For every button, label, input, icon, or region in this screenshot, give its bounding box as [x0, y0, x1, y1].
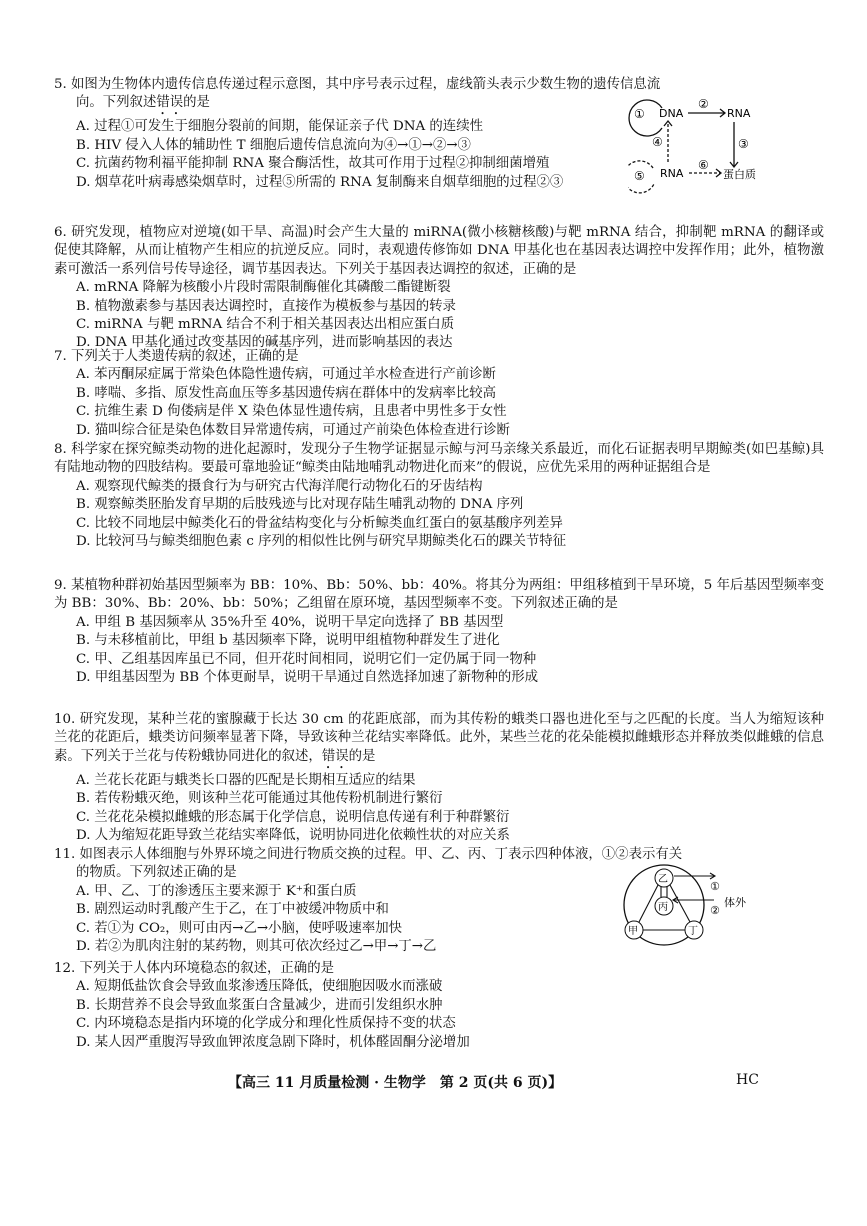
label-process-6: ⑥ [698, 158, 709, 172]
label-process-4: ④ [652, 135, 663, 149]
question-10 [54, 711, 824, 845]
question-8-stem: 8. 科学家在探究鲸类动物的进化起源时，发现分子生物学证据显示鲸与河马亲缘关系最近，而化石证据表明早期鲸类(如巴基鲸)具有陆地动物的四肢结构。要最可靠地验证“鲸类由陆地哺乳动物进化而来”的假说，应优先采用的两种证据组合是 [54, 442, 824, 476]
question-11-option-c: C. 若①为 CO₂，则可由丙→乙→小脑，使呼吸速率加快 [76, 920, 402, 936]
label-rna-bottom: RNA [660, 167, 684, 180]
question-9 [54, 577, 824, 687]
genetic-info-flow-diagram [628, 96, 768, 196]
question-6-stem: 6. 研究发现，植物应对逆境(如干旱、高温)时会产生大量的 miRNA(微小核糖核酸)与靶 mRNA 结合，抑制靶 mRNA 的翻译或促使其降解，从而让植物产生相应的抗逆反应。同时，表观遗传修饰如 DNA 甲基化也在基因表达调控中发挥作用；此外，植物激素可激活一系列信号传导途径，调节基因表达。下列关于基因表达调控的叙述，正确的是 [54, 225, 824, 277]
question-12-option-a: A. 短期低盐饮食会导致血浆渗透压降低，使细胞因吸水而涨破 [76, 979, 443, 995]
question-12-option-d: D. 某人因严重腹泻导致血钾浓度急剧下降时，机体醛固酮分泌增加 [76, 1034, 470, 1050]
question-5-option-b: B. HIV 侵入人体的辅助性 T 细胞后遗传信息流向为④→①→②→③ [76, 137, 471, 153]
question-10-option-c: C. 兰花花朵模拟雌蛾的形态属于化学信息，说明信息传递有利于种群繁衍 [76, 809, 510, 825]
question-10-stem-end: 的是 [348, 748, 376, 764]
question-9-option-c: C. 甲、乙组基因库虽已不同，但开花时间相同，说明它们一定仍属于同一物种 [76, 651, 537, 667]
footer-code: HC [736, 1072, 759, 1088]
label-process-1: ① [634, 107, 645, 121]
question-5-option-c: C. 抗菌药物利福平能抑制 RNA 聚合酶活性，故其可作用于过程②抑制细菌增殖 [76, 156, 550, 172]
label-yi: 乙 [658, 874, 668, 885]
question-11-stem-line1: 11. 如图表示人体细胞与外界环境之间进行物质交换的过程。甲、乙、丙、丁表示四种体液，①②表示有关 [54, 847, 683, 862]
question-6-option-b: B. 植物激素参与基因表达调控时，直接作为模板参与基因的转录 [76, 298, 456, 314]
question-8-option-c: C. 比较不同地层中鲸类化石的骨盆结构变化与分析鲸类血红蛋白的氨基酸序列差异 [76, 515, 563, 531]
question-11-option-d: D. 若②为肌肉注射的某药物，则其可依次经过乙→甲→丁→乙 [76, 939, 437, 955]
question-8-option-a: A. 观察现代鲸类的摄食行为与研究古代海洋爬行动物化石的牙齿结构 [76, 478, 483, 494]
label-protein: 蛋白质 [723, 168, 756, 181]
label-process-5: ⑤ [634, 169, 645, 183]
question-9-option-b: B. 与未移植前比，甲组 b 基因频率下降，说明甲组植物种群发生了进化 [76, 633, 500, 649]
question-8-option-d: D. 比较河马与鲸类细胞色素 c 序列的相似性比例与研究早期鲸类化石的踝关节特征 [76, 534, 567, 550]
question-12 [54, 960, 824, 1052]
question-7-option-b: B. 哮喘、多指、原发性高血压等多基因遗传病在群体中的发病率比较高 [76, 385, 497, 401]
label-process-2: ② [698, 97, 709, 111]
label-rna-top: RNA [727, 107, 751, 120]
question-7-stem: 7. 下列关于人类遗传病的叙述，正确的是 [54, 349, 299, 364]
question-10-stem-part: 10. 研究发现，某种兰花的蜜腺藏于长达 30 cm 的花距底部，而为其传粉的蛾类口器也进化至与之匹配的长度。当人为缩短该种兰花的花距后，蛾类访问频率显著下降，导致该种兰花结实率降低。此外，某些兰花的花朵能模拟雌蛾形态并释放类似雌蛾的信息素。下列关于兰花与传粉蛾协同进化的叙述， [54, 712, 824, 764]
question-5-option-d: D. 烟草花叶病毒感染烟草时，过程⑤所需的 RNA 复制酶来自烟草细胞的过程②③ [76, 174, 564, 190]
question-11-option-a: A. 甲、乙、丁的渗透压主要来源于 K⁺和蛋白质 [76, 883, 357, 899]
question-5-option-a: A. 过程①可发生于细胞分裂前的间期，能保证亲子代 DNA 的连续性 [76, 119, 483, 135]
question-11-option-b: B. 剧烈运动时乳酸产生于乙，在丁中被缓冲物质中和 [76, 902, 389, 918]
label-ding: 丁 [688, 926, 698, 937]
label-process-3: ③ [738, 137, 749, 151]
question-9-stem: 9. 某植物种群初始基因型频率为 BB：10%、Bb：50%、bb：40%。将其分为两组：甲组移植到干旱环境，5 年后基因型频率变为 BB：30%、Bb：20%、bb：50%；乙组留在原环境，基因型频率不变。下列叙述正确的是 [54, 578, 824, 612]
label-outside: 体外 [724, 896, 746, 909]
question-11-stem-line2: 的物质。下列叙述正确的是 [76, 865, 237, 881]
question-7-option-d: D. 猫叫综合征是染色体数目异常遗传病，可通过产前染色体检查进行诊断 [76, 422, 510, 438]
question-5-stem-part: 向。下列叙述 [76, 95, 157, 111]
question-5-stem-line1: 5. 如图为生物体内遗传信息传递过程示意图，其中序号表示过程，虚线箭头表示少数生物的遗传信息流 [54, 77, 661, 92]
label-jia: 甲 [628, 926, 638, 937]
body-fluid-exchange-diagram [614, 862, 764, 948]
question-9-option-a: A. 甲组 B 基因频率从 35%升至 40%，说明干旱定向选择了 BB 基因型 [76, 614, 504, 630]
question-10-option-a: A. 兰花长花距与蛾类长口器的匹配是长期相互适应的结果 [76, 772, 416, 788]
footer-page-info: 【高三 11 月质量检测 · 生物学 第 2 页(共 6 页)】 [228, 1075, 563, 1091]
question-10-option-d: D. 人为缩短花距导致兰花结实率降低，说明协同进化依赖性状的对应关系 [76, 828, 510, 844]
question-6-option-c: C. miRNA 与靶 mRNA 结合不利于相关基因表达出相应蛋白质 [76, 317, 455, 333]
question-12-option-b: B. 长期营养不良会导致血浆蛋白含量减少，进而引发组织水肿 [76, 997, 443, 1013]
question-7 [54, 348, 824, 440]
question-10-stem [54, 711, 824, 772]
question-10-option-b: B. 若传粉蛾灭绝，则该种兰花可能通过其他传粉机制进行繁衍 [76, 791, 443, 807]
question-7-option-c: C. 抗维生素 D 佝偻病是伴 X 染色体显性遗传病，且患者中男性多于女性 [76, 404, 507, 420]
question-6-option-d: D. DNA 甲基化通过改变基因的碱基序列，进而影响基因的表达 [76, 335, 453, 351]
question-6-option-a: A. mRNA 降解为核酸小片段时需限制酶催化其磷酸二酯键断裂 [76, 280, 451, 296]
question-5-emphasis: 错误 [156, 95, 184, 111]
label-bing: 丙 [658, 902, 668, 913]
question-8-option-b: B. 观察鲸类胚胎发育早期的后肢残迹与比对现存陆生哺乳动物的 DNA 序列 [76, 497, 524, 513]
question-5-stem-end: 的是 [183, 95, 210, 111]
label-substance-1: ① [710, 880, 720, 893]
question-7-option-a: A. 苯丙酮尿症属于常染色体隐性遗传病，可通过羊水检查进行产前诊断 [76, 367, 496, 383]
question-10-emphasis: 错误 [321, 748, 349, 764]
question-12-option-c: C. 内环境稳态是指内环境的化学成分和理化性质保持不变的状态 [76, 1016, 456, 1032]
question-8 [54, 441, 824, 551]
label-substance-2: ② [710, 904, 720, 917]
question-6 [54, 224, 824, 353]
question-12-stem: 12. 下列关于人体内环境稳态的叙述，正确的是 [54, 961, 334, 976]
question-9-option-d: D. 甲组基因型为 BB 个体更耐旱，说明干旱通过自然选择加速了新物种的形成 [76, 670, 539, 686]
label-dna: DNA [659, 107, 684, 120]
